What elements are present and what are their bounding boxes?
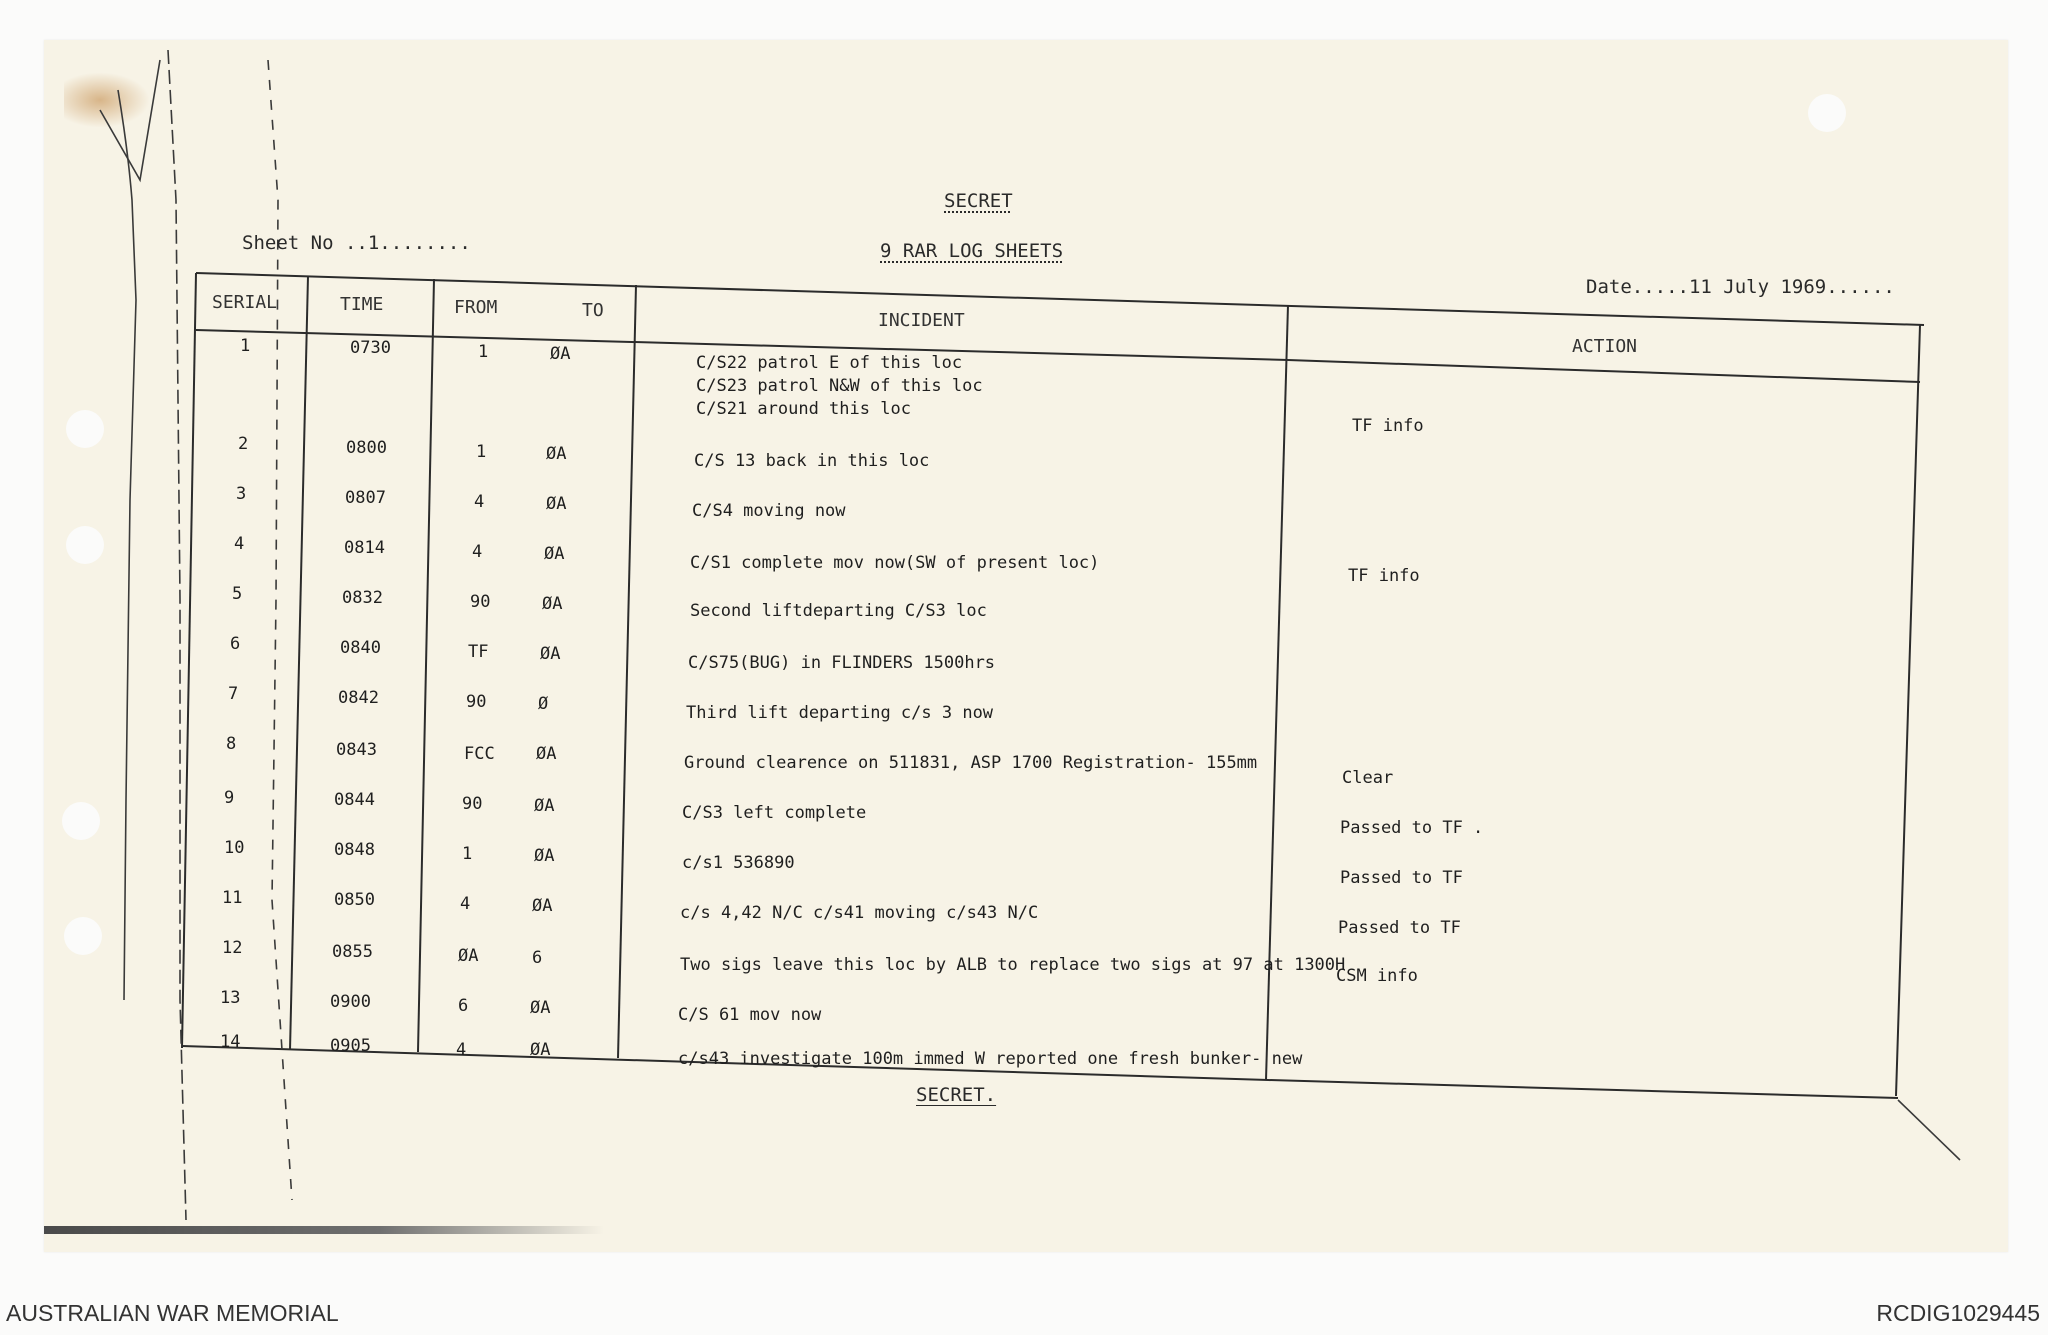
row-to: ØA bbox=[530, 1040, 551, 1060]
column-header-time: TIME bbox=[340, 294, 384, 315]
row-incident: C/S3 left complete bbox=[682, 803, 867, 823]
action-entry: TF info bbox=[1348, 566, 1420, 586]
row-from: TF bbox=[468, 642, 489, 662]
date-field: Date.....11 July 1969...... bbox=[1586, 276, 1895, 298]
row-to: ØA bbox=[532, 896, 553, 916]
incident-line: C/S23 patrol N&W of this loc bbox=[696, 376, 983, 396]
row-serial: 3 bbox=[236, 484, 247, 504]
row-time: 0807 bbox=[345, 488, 386, 508]
incident-line: C/S21 around this loc bbox=[696, 399, 911, 419]
action-entry: Passed to TF . bbox=[1340, 818, 1484, 838]
row-from: 1 bbox=[478, 342, 489, 362]
column-header-incident: INCIDENT bbox=[878, 310, 965, 331]
row-to: ØA bbox=[534, 796, 555, 816]
row-to: Ø bbox=[538, 694, 549, 714]
row-incident: Second liftdeparting C/S3 loc bbox=[690, 601, 987, 621]
action-entry: Passed to TF bbox=[1338, 918, 1461, 938]
row-from: 90 bbox=[466, 692, 487, 712]
row-from: 6 bbox=[458, 996, 469, 1016]
column-header-serial: SERIAL bbox=[212, 292, 278, 313]
row-serial: 13 bbox=[220, 988, 241, 1008]
action-entry: Clear bbox=[1342, 768, 1394, 788]
row-to: ØA bbox=[550, 344, 571, 364]
action-entry: TF info bbox=[1352, 416, 1424, 436]
row-from: 1 bbox=[462, 844, 473, 864]
row-incident: c/s 4,42 N/C c/s41 moving c/s43 N/C bbox=[680, 903, 1039, 923]
row-incident: c/s43 investigate 100m immed W reported one fresh bunker- new bbox=[678, 1049, 1303, 1069]
row-time: 0905 bbox=[330, 1036, 371, 1056]
bottom-edge-smudge bbox=[44, 1226, 604, 1234]
row-to: ØA bbox=[544, 544, 565, 564]
row-to: ØA bbox=[536, 744, 557, 764]
row-from: 4 bbox=[460, 894, 471, 914]
row-from: 4 bbox=[472, 542, 483, 562]
row-serial: 6 bbox=[230, 634, 241, 654]
row-to: ØA bbox=[534, 846, 555, 866]
row-incident: C/S 13 back in this loc bbox=[694, 451, 930, 471]
row-serial: 4 bbox=[234, 534, 245, 554]
row-serial: 14 bbox=[220, 1032, 241, 1052]
row-time: 0900 bbox=[330, 992, 371, 1012]
row-time: 0842 bbox=[338, 688, 379, 708]
row-incident: c/s1 536890 bbox=[682, 853, 795, 873]
row-incident: C/S4 moving now bbox=[692, 501, 846, 521]
row-to: ØA bbox=[546, 444, 567, 464]
row-incident: C/S 61 mov now bbox=[678, 1005, 822, 1025]
column-header-action: ACTION bbox=[1572, 336, 1638, 357]
row-time: 0848 bbox=[334, 840, 375, 860]
row-to: ØA bbox=[530, 998, 551, 1018]
archive-id: RCDIG1029445 bbox=[1876, 1300, 2040, 1326]
row-serial: 11 bbox=[222, 888, 243, 908]
document-title: 9 RAR LOG SHEETS bbox=[880, 240, 1064, 262]
row-serial: 7 bbox=[228, 684, 239, 704]
archive-credit: AUSTRALIAN WAR MEMORIAL bbox=[6, 1300, 339, 1326]
row-to: ØA bbox=[540, 644, 561, 664]
action-entry: Passed to TF bbox=[1340, 868, 1463, 888]
row-serial: 2 bbox=[238, 434, 249, 454]
row-from: 1 bbox=[476, 442, 487, 462]
column-header-to: TO bbox=[582, 300, 604, 321]
row-time: 0855 bbox=[332, 942, 373, 962]
row-from: ØA bbox=[458, 946, 479, 966]
row-time: 0843 bbox=[336, 740, 377, 760]
row-time: 0850 bbox=[334, 890, 375, 910]
row-from: 90 bbox=[462, 794, 483, 814]
row-serial: 10 bbox=[224, 838, 245, 858]
row-incident bbox=[696, 352, 983, 421]
row-time: 0844 bbox=[334, 790, 375, 810]
classification-top: SECRET bbox=[944, 190, 1013, 212]
row-to: ØA bbox=[546, 494, 567, 514]
action-entry: CSM info bbox=[1336, 966, 1418, 986]
row-time: 0800 bbox=[346, 438, 387, 458]
incident-line: C/S22 patrol E of this loc bbox=[696, 353, 963, 373]
row-time: 0730 bbox=[350, 338, 391, 358]
row-from: 4 bbox=[474, 492, 485, 512]
row-serial: 1 bbox=[240, 336, 251, 356]
row-serial: 5 bbox=[232, 584, 243, 604]
row-to: 6 bbox=[532, 948, 543, 968]
row-time: 0814 bbox=[344, 538, 385, 558]
row-time: 0832 bbox=[342, 588, 383, 608]
row-incident: Third lift departing c/s 3 now bbox=[686, 703, 994, 723]
classification-bottom: SECRET. bbox=[916, 1084, 997, 1106]
sheet-number: Sheet No ..1........ bbox=[242, 232, 471, 254]
row-from: 4 bbox=[456, 1040, 467, 1060]
row-serial: 8 bbox=[226, 734, 237, 754]
column-header-from: FROM bbox=[454, 297, 498, 318]
row-to: ØA bbox=[542, 594, 563, 614]
row-serial: 9 bbox=[224, 788, 235, 808]
row-incident: C/S1 complete mov now(SW of present loc) bbox=[690, 553, 1100, 573]
row-incident: Ground clearence on 511831, ASP 1700 Registration- 155mm bbox=[684, 753, 1258, 773]
row-serial: 12 bbox=[222, 938, 243, 958]
row-from: FCC bbox=[464, 744, 495, 764]
row-time: 0840 bbox=[340, 638, 381, 658]
row-from: 90 bbox=[470, 592, 491, 612]
row-incident: Two sigs leave this loc by ALB to replace two sigs at 97 at 1300H bbox=[680, 955, 1346, 975]
row-incident: C/S75(BUG) in FLINDERS 1500hrs bbox=[688, 653, 996, 673]
